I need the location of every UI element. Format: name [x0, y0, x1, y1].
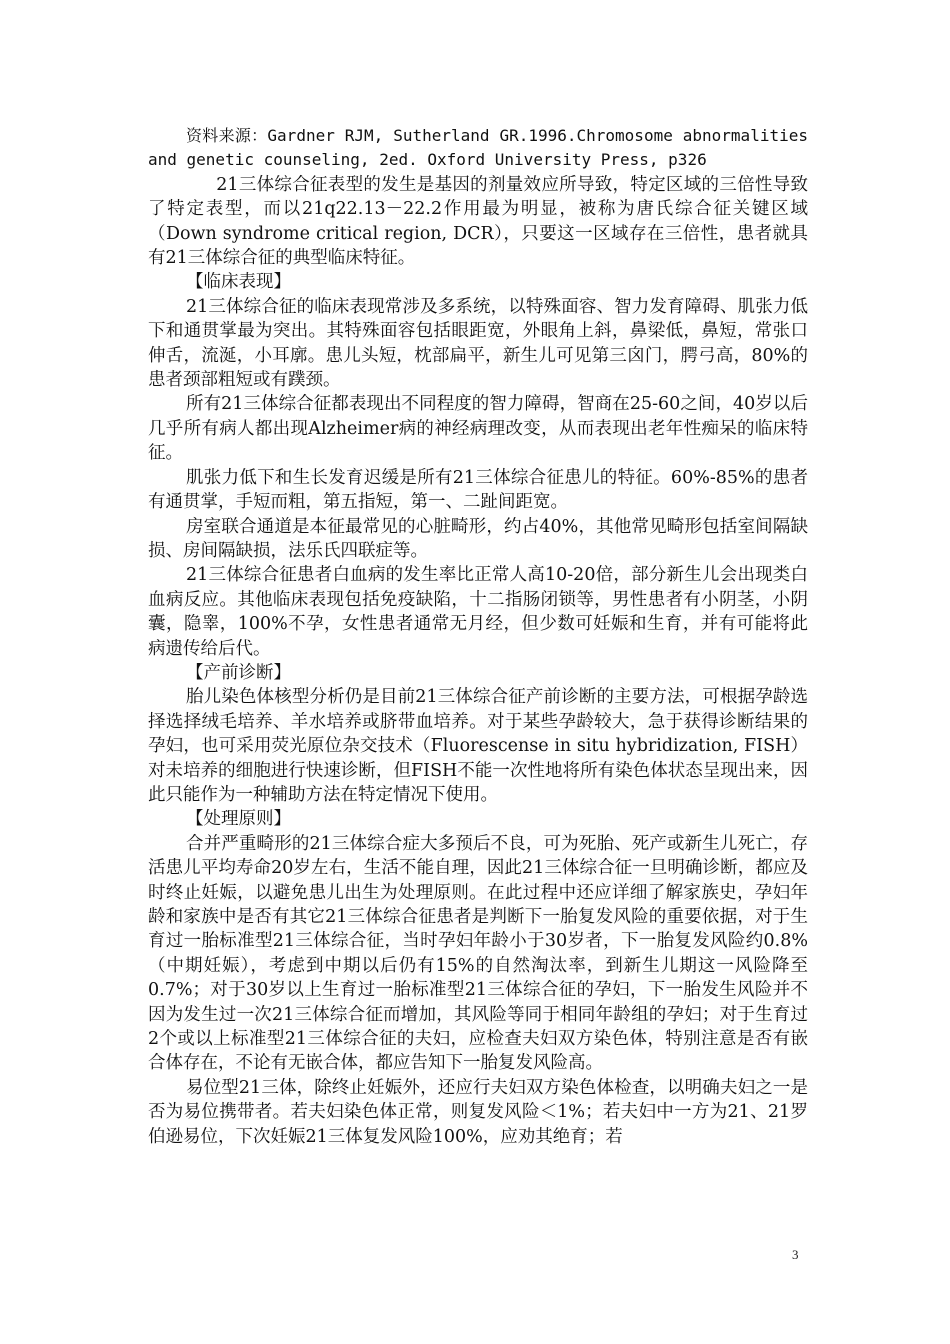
- clinical-paragraph: 21三体综合征的临床表现常涉及多系统，以特殊面容、智力发育障碍、肌张力低下和通贯掌最为突出。其特殊面容包括眼距宽，外眼角上斜，鼻梁低，鼻短，常张口伸舌，流涎，小耳廓。患儿头短，枕部扁平，新生儿可见第三囟门，腭弓高，80%的患者颈部粗短或有蹼颈。: [148, 296, 808, 391]
- heading-treatment: 【处理原则】: [186, 809, 291, 830]
- clinical-paragraph: 肌张力低下和生长发育迟缓是所有21三体综合征患儿的特征。60%-85%的患者有通贯掌，手短而粗，第五指短，第一、二趾间距宽。: [148, 467, 808, 513]
- heading-clinical: 【临床表现】: [186, 272, 291, 293]
- document-page: [148, 124, 808, 1149]
- treatment-paragraph: 合并严重畸形的21三体综合症大多预后不良，可为死胎、死产或新生儿死亡，存活患儿平均寿命20岁左右，生活不能自理，因此21三体综合征一旦明确诊断，都应及时终止妊娠，以避免患儿出生为处理原则。在此过程中还应详细了解家族史，孕妇年龄和家族中是否有其它21三体综合征患者是判断下一胎复发风险的重要依据，对于生育过一胎标准型21三体综合征，当时孕妇年龄小于30岁者，下一胎复发风险约0.8%（中期妊娠），考虑到中期以后仍有15%的自然淘汰率，到新生儿期这一风险降至0.7%；对于30岁以上生育过一胎标准型21三体综合征的孕妇，下一胎发生风险并不因为发生过一次21三体综合征而增加，其风险等同于相同年龄组的孕妇；对于生育过2个或以上标准型21三体综合征的夫妇，应检查夫妇双方染色体，特别注意是否有嵌合体存在，不论有无嵌合体，都应告知下一胎复发风险高。: [148, 833, 808, 1074]
- clinical-paragraph: 21三体综合征患者白血病的发生率比正常人高10-20倍，部分新生儿会出现类白血病反应。其他临床表现包括免疫缺陷，十二指肠闭锁等，男性患者有小阴茎，小阴囊，隐睾，100%不孕，女性患者通常无月经，但少数可妊娠和生育，并有可能将此病遗传给后代。: [148, 565, 808, 659]
- page-number: 3: [792, 1247, 799, 1262]
- prenatal-paragraph: 胎儿染色体核型分析仍是目前21三体综合征产前诊断的主要方法，可根据孕龄选择选择绒毛培养、羊水培养或脐带血培养。对于某些孕龄较大，急于获得诊断结果的孕妇，也可采用荧光原位杂交技术（Fluorescense in situ hybridization, FISH）对未培养的细胞进行快速诊断，但FISH不能一次性地将所有染色体状态呈现出来，因此只能作为一种辅助方法在特定情况下使用。: [148, 687, 808, 805]
- clinical-paragraph: 所有21三体综合征都表现出不同程度的智力障碍，智商在25-60之间，40岁以后几乎所有病人都出现Alzheimer病的神经病理改变，从而表现出老年性痴呆的临床特征。: [148, 394, 808, 464]
- treatment-paragraph: 易位型21三体，除终止妊娠外，还应行夫妇双方染色体检查，以明确夫妇之一是否为易位携带者。若夫妇染色体正常，则复发风险＜1%；若夫妇中一方为21、21罗伯逊易位，下次妊娠21三体复发风险100%，应劝其绝育；若: [148, 1077, 808, 1147]
- source-citation: 资料来源：Gardner RJM, Sutherland GR.1996.Chromosome abnormalities and genetic counseling, 2ed. Oxford University Press, p326: [148, 126, 808, 170]
- heading-prenatal: 【产前诊断】: [186, 662, 291, 683]
- intro-paragraph: 21三体综合征表型的发生是基因的剂量效应所导致，特定区域的三倍性导致了特定表型，而以21q22.13－22.2作用最为明显，被称为唐氏综合征关键区域（Down syndrome critical region, DCR），只要这一区域存在三倍性，患者就具有21三体综合征的典型临床特征。: [148, 174, 808, 269]
- clinical-paragraph: 房室联合通道是本征最常见的心脏畸形，约占40%，其他常见畸形包括室间隔缺损、房间隔缺损，法乐氏四联症等。: [148, 516, 808, 561]
